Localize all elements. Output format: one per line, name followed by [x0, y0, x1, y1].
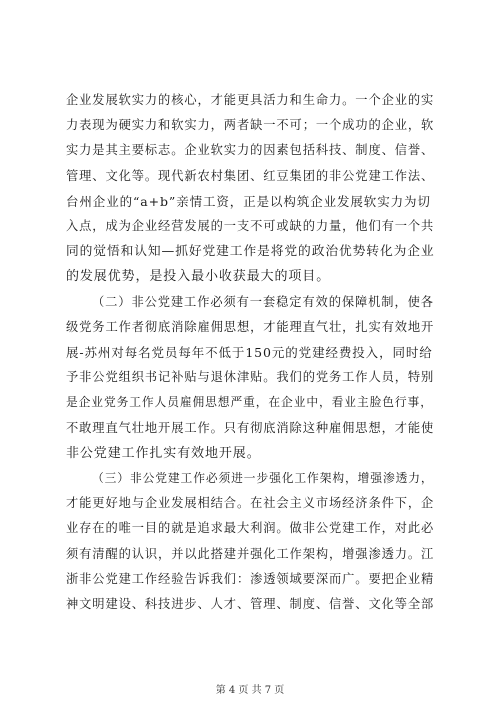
text-line: 不敢理直气壮地开展工作。只有彻底消除这种雇佣思想，才能使: [66, 420, 435, 435]
page-number-footer: 第 4 页 共 7 页: [215, 685, 285, 696]
paragraph-1: [66, 88, 436, 290]
text-line: 予非公党组织书记补贴与退休津贴。我们的党务工作人员，特别: [66, 370, 435, 385]
text-line: （二）非公党建工作必须有一套稳定有效的保障机制，使各: [92, 294, 434, 309]
text-line: 才能更好地与企业发展相结合。在社会主义市场经济条件下，企: [66, 496, 435, 511]
text-line: 实力是其主要标志。企业软实力的因素包括科技、制度、信誉、: [66, 143, 435, 158]
text-line: 业存在的唯一目的就是追求最大利润。做非公党建工作，对此必: [66, 521, 435, 536]
paragraph-2: [66, 290, 436, 466]
text-line: 神文明建设、科技进步、人才、管理、制度、信誉、文化等全部: [66, 597, 435, 612]
text-line: 级党务工作者彻底消除雇佣思想，才能理直气壮，扎实有效地开: [66, 319, 435, 334]
text-line: 同的觉悟和认知—抓好党建工作是将党的政治优势转化为企业: [66, 244, 435, 260]
text-line: 非公党建工作扎实有效地开展。: [66, 445, 261, 461]
paragraph-3: [66, 466, 436, 617]
text-line: 入点，成为企业经营发展的一支不可或缺的力量，他们有一个共: [66, 219, 435, 234]
text-line: 的发展优势，是投入最小收获最大的项目。: [66, 269, 331, 285]
text-line: 企业发展软实力的核心，才能更具活力和生命力。一个企业的实: [66, 93, 435, 107]
text-line: 管理、文化等。现代新农村集团、红豆集团的非公党建工作法、: [66, 168, 435, 183]
text-line: （三）非公党建工作必须进一步强化工作架构，增强渗透力，: [92, 471, 434, 486]
document-body: [66, 88, 436, 617]
text-line: 须有清醒的认识，并以此搭建并强化工作架构，增强渗透力。江: [66, 546, 435, 561]
text-line: 力表现为硬实力和软实力，两者缺一不可；一个成功的企业，软: [66, 118, 435, 133]
text-line: 浙非公党建工作经验告诉我们：渗透领域要深而广。要把企业精: [66, 571, 435, 586]
text-line: 展-苏州对每名党员每年不低于150元的党建经费投入，同时给: [66, 345, 433, 361]
text-line: 台州企业的“a+b”亲情工资，正是以构筑企业发展软实力为切: [66, 193, 431, 209]
text-line: 是企业党务工作人员雇佣思想严重，在企业中，看业主脸色行事，: [66, 395, 433, 410]
